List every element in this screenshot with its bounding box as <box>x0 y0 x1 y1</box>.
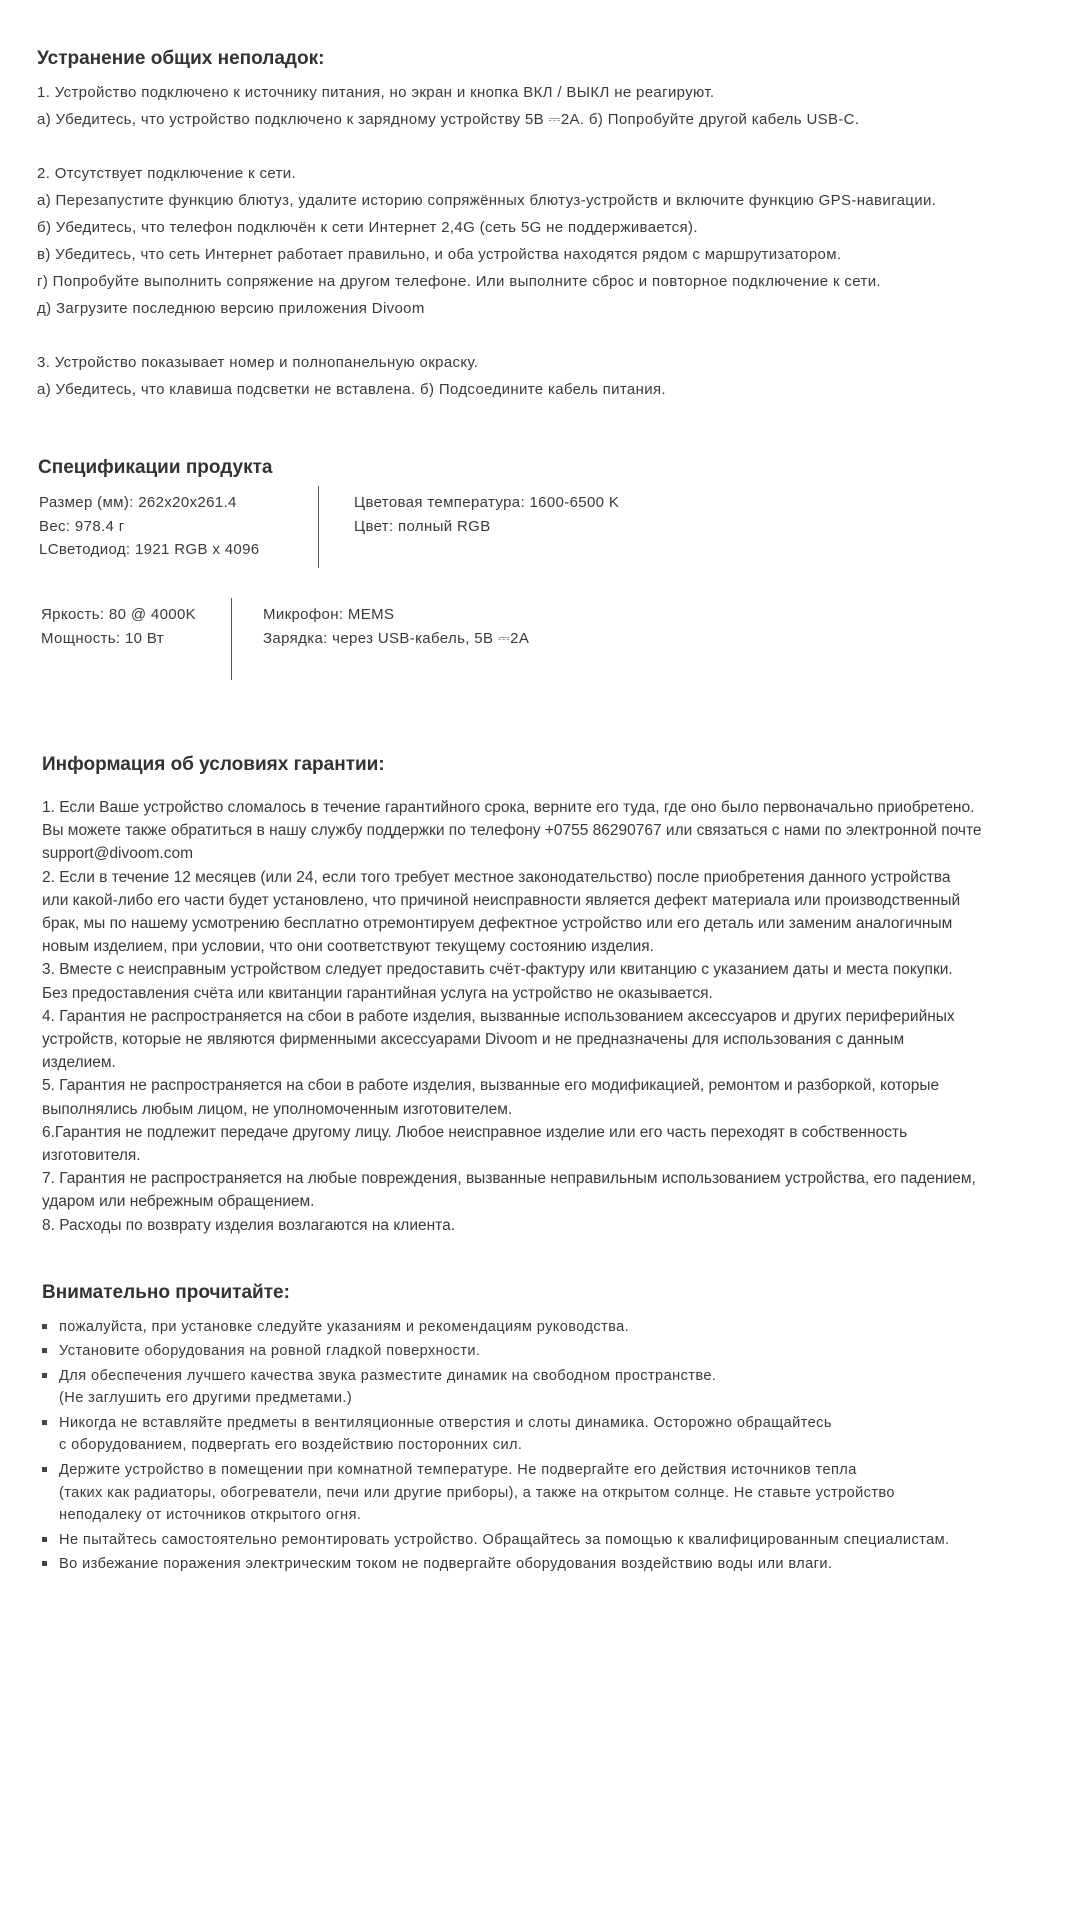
careful-item-line: (таких как радиаторы, обогреватели, печи или другие приборы), а также на открытом солнце. Не ставьте устройство <box>59 1484 895 1501</box>
warranty-line: изделием. <box>42 1054 116 1072</box>
troubleshooting-line: а) Перезапустите функцию блютуз, удалите историю сопряжённых блютуз-устройств и включите функцию GPS-навигации. <box>37 192 937 209</box>
careful-item-line: Никогда не вставляйте предметы в вентиляционные отверстия и слоты динамика. Осторожно обращайтесь <box>59 1414 832 1431</box>
warranty-line: 8. Расходы по возврату изделия возлагаются на клиента. <box>42 1216 456 1234</box>
careful-list-item <box>42 1340 1080 1363</box>
specs-block2-right <box>263 603 529 650</box>
spacer <box>37 322 1080 349</box>
careful-list-item <box>42 1553 1080 1576</box>
careful-item-line: Установите оборудования на ровной гладкой поверхности. <box>59 1343 481 1360</box>
warranty-list <box>42 796 1062 1237</box>
spec-charging: Зарядка: через USB-кабель, 5В ⎓2A <box>263 629 530 647</box>
careful-item-line: неподалеку от источников открытого огня. <box>59 1507 362 1524</box>
troubleshooting-line: а) Убедитесь, что клавиша подсветки не вставлена. б) Подсоедините кабель питания. <box>37 381 666 398</box>
warranty-line: 2. Если в течение 12 месяцев (или 24, если того требует местное законодательство) после приобретения данного устройства <box>42 868 951 886</box>
warranty-line: 5. Гарантия не распространяется на сбои в работе изделия, вызванные его модификацией, ремонтом и разборкой, которые <box>42 1077 940 1095</box>
spec-color-temp: Цветовая температура: 1600-6500 K <box>354 494 620 511</box>
troubleshooting-line: 1. Устройство подключено к источнику питания, но экран и кнопка ВКЛ / ВЫКЛ не реагируют. <box>37 84 715 101</box>
troubleshooting-line: г) Попробуйте выполнить сопряжение на другом телефоне. Или выполните сброс и повторное подключение к сети. <box>37 273 881 290</box>
careful-list-item <box>42 1316 1080 1339</box>
warranty-line: ударом или небрежным обращением. <box>42 1193 315 1211</box>
spec-power: Мощность: 10 Вт <box>41 629 164 647</box>
warranty-line: новым изделием, при условии, что они соответствуют текущему состоянию изделия. <box>42 938 654 956</box>
warranty-line: 4. Гарантия не распространяется на сбои в работе изделия, вызванные использованием аксессуаров и других периферийных <box>42 1007 955 1025</box>
careful-item-line: Не пытайтесь самостоятельно ремонтировать устройство. Обращайтесь за помощью к квалифицированным специалистам. <box>59 1531 950 1548</box>
troubleshooting-line: 3. Устройство показывает номер и полнопанельную окраску. <box>37 354 479 371</box>
careful-item-line: (Не заглушить его другими предметами.) <box>59 1390 353 1407</box>
careful-list <box>42 1316 1080 1576</box>
warranty-line: 1. Если Ваше устройство сломалось в течение гарантийного срока, верните его туда, где оно было первоначально приобретено. <box>42 799 975 816</box>
careful-section <box>42 1282 1080 1577</box>
specs-divider-2 <box>231 598 232 680</box>
careful-item-line: пожалуйста, при установке следуйте указаниям и рекомендациям руководства. <box>59 1319 630 1335</box>
careful-item-line: Во избежание поражения электрическим током не подвергайте оборудования воздействию воды или влаги. <box>59 1555 833 1572</box>
spec-brightness: Яркость: 80 @ 4000K <box>41 606 197 623</box>
warranty-title: Информация об условиях гарантии: <box>42 754 385 775</box>
careful-list-item <box>42 1529 1080 1552</box>
specs-divider-1 <box>318 486 319 568</box>
warranty-line: 3. Вместе с неисправным устройством следует предоставить счёт-фактуру или квитанцию с указанием даты и места покупки. <box>42 961 953 979</box>
troubleshooting-line: в) Убедитесь, что сеть Интернет работает правильно, и оба устройства находятся рядом с маршрутизатором. <box>37 246 842 263</box>
careful-title: Внимательно прочитайте: <box>42 1282 290 1303</box>
careful-item-line: Для обеспечения лучшего качества звука разместите динамик на свободном пространстве. <box>59 1367 717 1384</box>
careful-item-line: с оборудованием, подвергать его воздействию посторонних сил. <box>59 1437 523 1454</box>
spec-led: LСветодиод: 1921 RGB x 4096 <box>39 541 260 558</box>
careful-list-item <box>42 1412 1080 1458</box>
troubleshooting-line: 2. Отсутствует подключение к сети. <box>37 165 296 182</box>
careful-list-item <box>42 1365 1080 1411</box>
specs-block2-left <box>41 603 196 650</box>
specs-block1-right <box>354 491 619 538</box>
careful-item-line: Держите устройство в помещении при комнатной температуре. Не подвергайте его действия источников тепла <box>59 1461 857 1478</box>
troubleshooting-list <box>37 79 1080 403</box>
troubleshooting-line: а) Убедитесь, что устройство подключено к зарядному устройству 5В ⎓2A. б) Попробуйте другой кабель USB-C. <box>37 111 860 128</box>
spec-color: Цвет: полный RGB <box>354 517 491 535</box>
troubleshooting-line: д) Загрузите последнюю версию приложения Divoom <box>37 300 425 317</box>
warranty-line: изготовителя. <box>42 1147 141 1165</box>
specs-section <box>38 457 1080 479</box>
warranty-line: устройств, которые не являются фирменными аксессуарами Divoom и не предназначены для использования с данным <box>42 1031 905 1049</box>
warranty-section <box>42 754 1062 1237</box>
specs-block1-left <box>39 491 259 562</box>
warranty-line: выполнялись любым лицом, не уполномоченным изготовителем. <box>42 1100 513 1118</box>
spec-microphone: Микрофон: MEMS <box>263 606 395 623</box>
warranty-line: Без предоставления счёта или квитанции гарантийная услуга на устройство не оказывается. <box>42 984 713 1002</box>
troubleshooting-title: Устранение общих неполадок: <box>37 48 325 69</box>
spec-size: Размер (мм): 262x20x261.4 <box>39 494 237 511</box>
warranty-line: support@divoom.com <box>42 845 193 863</box>
careful-list-item <box>42 1459 1080 1527</box>
warranty-line: или какой-либо его части будет установлено, что причиной неисправности является дефект материала или производственный <box>42 891 961 909</box>
warranty-line: Вы можете также обратиться в нашу службу поддержки по телефону +0755 86290767 или связаться с нами по электронной почте <box>42 822 982 840</box>
troubleshooting-line: б) Убедитесь, что телефон подключён к сети Интернет 2,4G (сеть 5G не поддерживается). <box>37 219 698 236</box>
troubleshooting-section <box>37 48 1080 403</box>
warranty-line: брак, мы по нашему усмотрению бесплатно отремонтируем дефектное устройство или его деталь или заменим аналогичным <box>42 915 953 933</box>
warranty-line: 7. Гарантия не распространяется на любые повреждения, вызванные неправильным использованием устройства, его падением, <box>42 1170 976 1188</box>
spacer <box>37 133 1080 160</box>
spec-weight: Вес: 978.4 г <box>39 517 125 535</box>
warranty-line: 6.Гарантия не подлежит передаче другому лицу. Любое неисправное изделие или его часть переходят в собственность <box>42 1123 908 1141</box>
specs-title: Спецификации продукта <box>38 457 273 478</box>
